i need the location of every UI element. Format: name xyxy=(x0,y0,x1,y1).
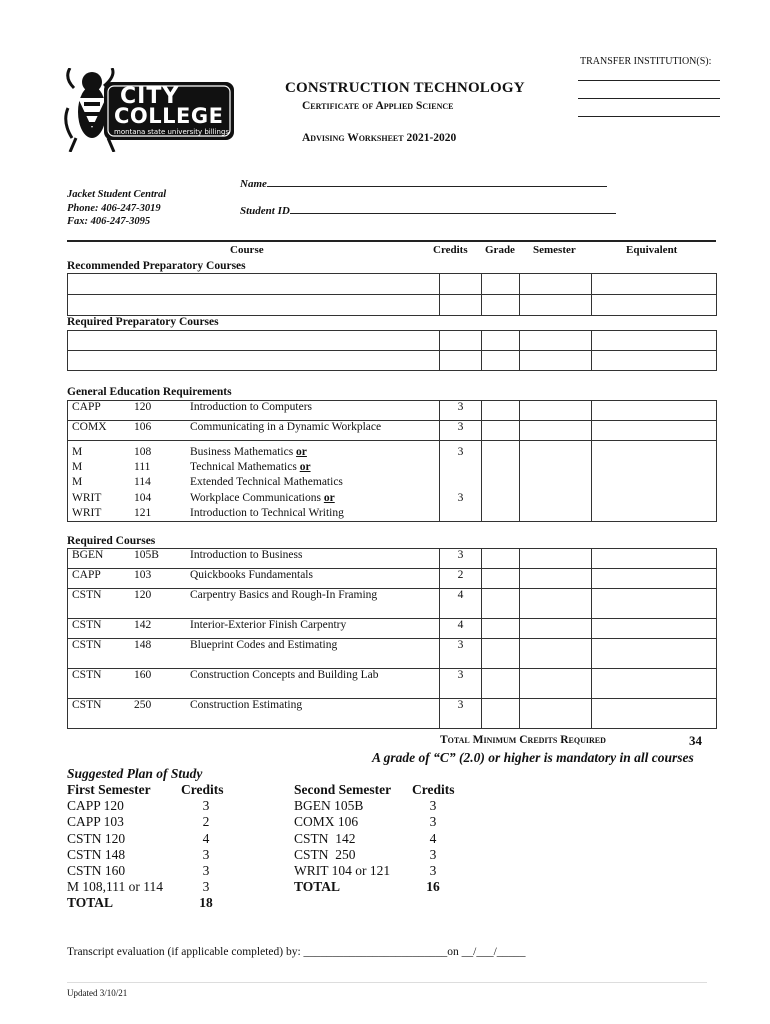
transcript-evaluation-line[interactable]: Transcript evaluation (if applicable completed) by: _________________________on __/___/_____ xyxy=(67,946,526,958)
course-number: 106 xyxy=(134,421,152,433)
credits-cell[interactable] xyxy=(440,274,482,295)
equivalent-cell[interactable] xyxy=(592,619,717,639)
or-connector: or xyxy=(299,461,311,474)
course-title: Interior-Exterior Finish Carpentry xyxy=(190,619,347,631)
second-semester-plan xyxy=(294,782,455,895)
course-number: 108 xyxy=(134,446,152,458)
equivalent-cell[interactable] xyxy=(592,331,717,351)
semester-cell[interactable] xyxy=(520,639,592,669)
first-semester-plan xyxy=(67,782,224,912)
equivalent-cell[interactable] xyxy=(592,639,717,669)
plan-credits: 3 xyxy=(202,846,210,862)
plan-credits: 3 xyxy=(429,863,437,879)
plan-course: CSTN 160 xyxy=(67,863,126,879)
credits-cell: 2 xyxy=(440,569,482,589)
logo-tagline: montana state university billings xyxy=(114,128,230,136)
plan-total-value: 16 xyxy=(426,879,440,895)
first-semester-credits-heading: Credits xyxy=(181,782,224,797)
course-number: 105B xyxy=(134,549,159,561)
plan-course: M 108,111 or 114 xyxy=(67,879,163,895)
course-title: Communicating in a Dynamic Workplace xyxy=(190,421,382,433)
course-number: 103 xyxy=(134,569,152,581)
contact-info xyxy=(67,188,166,229)
list-item xyxy=(67,814,224,830)
course-cell xyxy=(68,441,440,522)
plan-course: CSTN 250 xyxy=(294,846,356,862)
plan-credits: 4 xyxy=(429,830,437,846)
equivalent-cell[interactable] xyxy=(592,274,717,295)
course-number: 121 xyxy=(134,506,152,519)
course-title: Introduction to Business xyxy=(190,549,303,561)
list-item xyxy=(294,814,455,830)
col-equivalent: Equivalent xyxy=(626,244,678,256)
course-prefix: CSTN xyxy=(72,699,102,711)
transfer-line-3[interactable] xyxy=(578,116,720,117)
table-row xyxy=(68,569,717,589)
course-prefix: CAPP xyxy=(72,401,101,413)
list-item xyxy=(294,831,455,847)
updated-date: Updated 3/10/21 xyxy=(67,988,128,998)
course-prefix: CSTN xyxy=(72,669,102,681)
semester-cell[interactable] xyxy=(520,295,592,316)
list-item xyxy=(67,879,224,895)
total-minimum-credits-value: 34 xyxy=(689,733,702,748)
credits-cell: 3 xyxy=(440,549,482,569)
table-row xyxy=(68,619,717,639)
grade-cell[interactable] xyxy=(482,401,520,421)
grade-cell[interactable] xyxy=(482,331,520,351)
course-number: 104 xyxy=(134,491,152,504)
table-row xyxy=(68,421,717,441)
name-field-row xyxy=(240,176,607,190)
course-prefix: CAPP xyxy=(72,569,101,581)
logo-word-city: CITY xyxy=(120,84,180,109)
logo-word-college: COLLEGE xyxy=(114,104,224,128)
first-semester-heading: First Semester xyxy=(67,782,151,797)
plan-course: BGEN 105B xyxy=(294,798,364,814)
plan-credits: 2 xyxy=(202,814,210,830)
plan-credits: 3 xyxy=(429,846,437,862)
grade-cell[interactable] xyxy=(482,421,520,441)
contact-fax: Fax: 406-247-3095 xyxy=(67,216,151,227)
or-connector: or xyxy=(323,491,335,504)
grade-cell[interactable] xyxy=(482,569,520,589)
table-row xyxy=(68,274,717,295)
transfer-line-1[interactable] xyxy=(578,80,720,81)
course-title: Introduction to Technical Writing xyxy=(190,506,344,519)
footer-divider xyxy=(67,982,707,983)
table-row xyxy=(68,295,717,316)
second-semester-total xyxy=(294,879,455,895)
grade-cell[interactable] xyxy=(482,699,520,729)
credits-cell: 3 xyxy=(440,669,482,699)
grade-cell[interactable] xyxy=(482,619,520,639)
contact-phone: Phone: 406-247-3019 xyxy=(67,202,161,214)
plan-course: CAPP 103 xyxy=(67,814,124,830)
grade-cell[interactable] xyxy=(482,351,520,371)
contact-office: Jacket Student Central xyxy=(67,189,167,200)
course-cell[interactable] xyxy=(68,351,440,371)
credits-cell: 3 xyxy=(440,421,482,441)
plan-course: CAPP 120 xyxy=(67,798,124,814)
transfer-institution-label: TRANSFER INSTITUTION(S): xyxy=(580,56,712,67)
course-number: 114 xyxy=(134,476,151,489)
col-credits: Credits xyxy=(433,244,468,256)
equivalent-cell[interactable] xyxy=(592,569,717,589)
course-prefix: BGEN xyxy=(72,549,104,561)
credits-cell xyxy=(440,441,482,522)
credits-cell: 3 xyxy=(440,699,482,729)
math-credits: 3 xyxy=(457,446,464,458)
plan-total-label: TOTAL xyxy=(294,879,341,895)
course-number: 160 xyxy=(134,669,152,681)
semester-cell[interactable] xyxy=(520,589,592,619)
grade-cell[interactable] xyxy=(482,639,520,669)
course-prefix: CSTN xyxy=(72,639,102,651)
plan-credits: 3 xyxy=(429,814,437,830)
semester-cell[interactable] xyxy=(520,569,592,589)
list-item xyxy=(67,798,224,814)
equivalent-cell[interactable] xyxy=(592,589,717,619)
course-cell xyxy=(68,401,440,421)
grade-cell[interactable] xyxy=(482,274,520,295)
recommended-prep-label: Recommended Preparatory Courses xyxy=(67,260,246,272)
name-label: Name xyxy=(240,178,267,190)
table-row xyxy=(68,589,717,619)
total-minimum-credits-label: Total Minimum Credits Required xyxy=(440,734,606,746)
course-prefix: CSTN xyxy=(72,619,102,631)
col-course: Course xyxy=(230,244,264,256)
course-title: Workplace Communications xyxy=(190,491,321,504)
course-prefix: WRIT xyxy=(72,506,102,519)
equivalent-cell[interactable] xyxy=(592,295,717,316)
course-cell xyxy=(68,549,440,569)
plan-credits: 3 xyxy=(202,863,210,879)
equivalent-cell[interactable] xyxy=(592,351,717,371)
course-prefix: M xyxy=(72,476,83,489)
table-row xyxy=(68,669,717,699)
table-row xyxy=(68,351,717,371)
course-number: 120 xyxy=(134,401,152,413)
grade-cell[interactable] xyxy=(482,669,520,699)
table-top-rule xyxy=(67,240,716,242)
table-row xyxy=(68,549,717,569)
plan-credits: 4 xyxy=(202,830,210,846)
plan-course: COMX 106 xyxy=(294,814,359,830)
course-cell[interactable] xyxy=(68,331,440,351)
plan-course: CSTN 148 xyxy=(67,846,126,862)
semester-cell[interactable] xyxy=(520,441,592,522)
required-prep-label: Required Preparatory Courses xyxy=(67,316,219,328)
semester-cell[interactable] xyxy=(520,549,592,569)
course-cell[interactable] xyxy=(68,274,440,295)
second-semester-heading: Second Semester xyxy=(294,782,392,797)
course-number: 142 xyxy=(134,619,152,631)
semester-cell[interactable] xyxy=(520,699,592,729)
required-prep-table xyxy=(67,330,717,371)
credits-cell: 4 xyxy=(440,589,482,619)
student-id-label: Student ID xyxy=(240,205,290,217)
course-number: 250 xyxy=(134,699,152,711)
worksheet-title: Advising Worksheet 2021-2020 xyxy=(302,132,457,144)
credits-cell: 4 xyxy=(440,619,482,639)
course-title: Blueprint Codes and Estimating xyxy=(190,639,338,651)
plan-total-value: 18 xyxy=(199,895,213,911)
plan-credits: 3 xyxy=(202,798,210,814)
program-title: CONSTRUCTION TECHNOLOGY xyxy=(285,80,525,96)
course-cell xyxy=(68,421,440,441)
gen-ed-label: General Education Requirements xyxy=(67,386,232,398)
plan-course: CSTN 120 xyxy=(67,830,126,846)
list-item xyxy=(294,863,455,879)
plan-of-study-title: Suggested Plan of Study xyxy=(67,766,203,781)
course-prefix: M xyxy=(72,461,83,474)
name-field[interactable] xyxy=(267,176,607,187)
course-prefix: M xyxy=(72,446,83,458)
list-item xyxy=(294,847,455,863)
plan-credits: 3 xyxy=(429,798,437,814)
student-id-field[interactable] xyxy=(290,203,616,214)
credits-cell[interactable] xyxy=(440,351,482,371)
equivalent-cell[interactable] xyxy=(592,699,717,729)
first-semester-total xyxy=(67,895,224,911)
grade-cell[interactable] xyxy=(482,295,520,316)
student-id-field-row xyxy=(240,203,616,217)
recommended-prep-table xyxy=(67,273,717,316)
course-number: 111 xyxy=(134,461,151,474)
course-title: Technical Mathematics xyxy=(190,461,300,474)
course-cell xyxy=(68,619,440,639)
table-row xyxy=(68,401,717,421)
course-number: 148 xyxy=(134,639,152,651)
course-cell xyxy=(68,639,440,669)
course-title: Extended Technical Mathematics xyxy=(190,476,343,489)
course-prefix: WRIT xyxy=(72,491,102,504)
course-title: Introduction to Computers xyxy=(190,401,313,413)
course-title: Construction Estimating xyxy=(190,699,303,711)
list-item xyxy=(67,831,224,847)
list-item xyxy=(67,863,224,879)
semester-cell[interactable] xyxy=(520,274,592,295)
gen-ed-table xyxy=(67,400,717,522)
course-title: Carpentry Basics and Rough-In Framing xyxy=(190,589,378,601)
col-semester: Semester xyxy=(533,244,576,256)
transfer-line-2[interactable] xyxy=(578,98,720,99)
plan-course: WRIT 104 or 121 xyxy=(294,863,391,879)
second-semester-credits-heading: Credits xyxy=(412,782,455,797)
course-cell xyxy=(68,669,440,699)
certificate-title: Certificate of Applied Science xyxy=(302,100,454,112)
grade-cell[interactable] xyxy=(482,441,520,522)
plan-total-label: TOTAL xyxy=(67,895,114,911)
credits-cell[interactable] xyxy=(440,331,482,351)
semester-cell[interactable] xyxy=(520,421,592,441)
semester-cell[interactable] xyxy=(520,669,592,699)
table-row xyxy=(68,441,717,522)
grade-cell[interactable] xyxy=(482,589,520,619)
writ-credits: 3 xyxy=(457,491,464,504)
semester-cell[interactable] xyxy=(520,401,592,421)
equivalent-cell[interactable] xyxy=(592,401,717,421)
plan-course: CSTN 142 xyxy=(294,830,356,846)
semester-cell[interactable] xyxy=(520,331,592,351)
col-grade: Grade xyxy=(485,244,515,256)
or-connector: or xyxy=(296,446,307,458)
course-number: 120 xyxy=(134,589,152,601)
plan-credits: 3 xyxy=(202,879,210,895)
list-item xyxy=(67,847,224,863)
required-courses-label: Required Courses xyxy=(67,535,156,547)
course-prefix: CSTN xyxy=(72,589,102,601)
course-cell[interactable] xyxy=(68,295,440,316)
course-title: Business Mathematics xyxy=(190,446,294,458)
course-prefix: COMX xyxy=(72,421,107,433)
credits-cell: 3 xyxy=(440,401,482,421)
required-courses-table xyxy=(67,548,717,729)
course-cell xyxy=(68,569,440,589)
equivalent-cell[interactable] xyxy=(592,549,717,569)
list-item xyxy=(294,798,455,814)
equivalent-cell[interactable] xyxy=(592,669,717,699)
grade-requirement-note: A grade of “C” (2.0) or higher is mandatory in all courses xyxy=(372,750,694,765)
table-row xyxy=(68,639,717,669)
table-row xyxy=(68,331,717,351)
semester-cell[interactable] xyxy=(520,351,592,371)
credits-cell: 3 xyxy=(440,639,482,669)
course-title: Construction Concepts and Building Lab xyxy=(190,669,379,681)
city-college-logo xyxy=(64,68,236,152)
course-cell xyxy=(68,699,440,729)
equivalent-cell[interactable] xyxy=(592,441,717,522)
grade-cell[interactable] xyxy=(482,549,520,569)
equivalent-cell[interactable] xyxy=(592,421,717,441)
credits-cell[interactable] xyxy=(440,295,482,316)
table-row xyxy=(68,699,717,729)
semester-cell[interactable] xyxy=(520,619,592,639)
course-cell xyxy=(68,589,440,619)
course-title: Quickbooks Fundamentals xyxy=(190,569,313,581)
